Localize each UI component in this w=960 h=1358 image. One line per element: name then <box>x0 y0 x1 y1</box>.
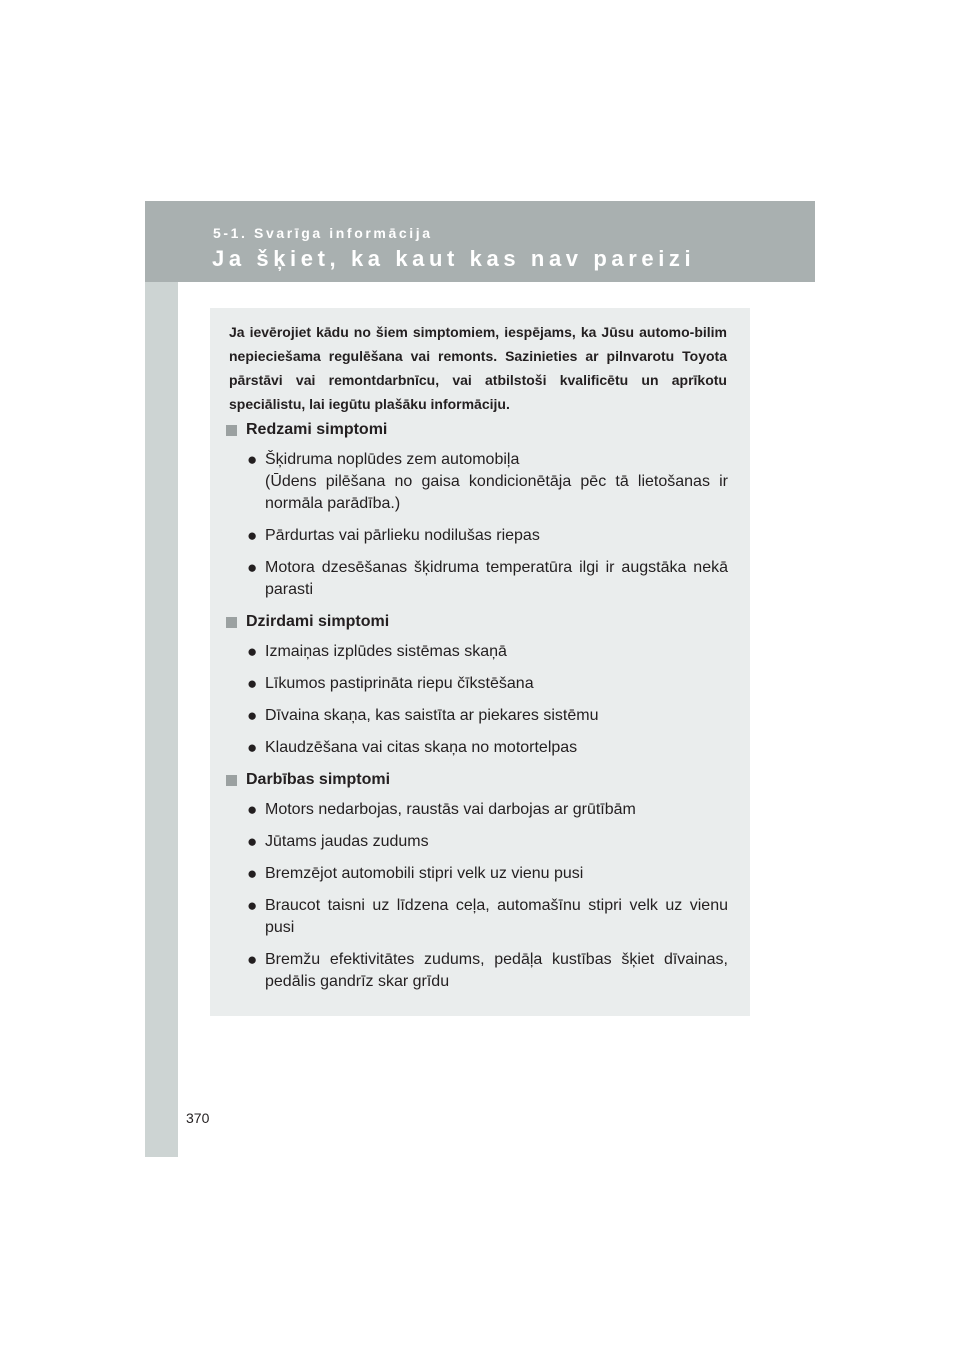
list-item <box>247 641 728 663</box>
group-heading <box>226 769 728 791</box>
square-bullet-icon <box>226 617 237 628</box>
list-item <box>247 705 728 727</box>
list-item-text: Klaudzēšana vai citas skaņa no motortelpas <box>265 739 578 756</box>
list-item <box>247 673 728 695</box>
group-heading <box>226 611 728 633</box>
bullet-icon: ● <box>247 896 258 915</box>
bullet-icon: ● <box>247 674 258 693</box>
list-item <box>247 949 728 993</box>
bullet-icon: ● <box>247 832 258 851</box>
group-heading-text: Redzami simptomi <box>246 421 388 438</box>
symptom-group-visible <box>226 419 728 601</box>
square-bullet-icon <box>226 425 237 436</box>
symptom-group-operational <box>226 769 728 993</box>
sidebar-strip <box>145 282 178 1157</box>
list-item-text: Braucot taisni uz līdzena ceļa, automašīnu stipri velk uz vienu pusi <box>265 897 728 936</box>
list-item <box>247 525 728 547</box>
bullet-icon: ● <box>247 800 258 819</box>
list-item <box>247 895 728 939</box>
chapter-header <box>145 201 815 282</box>
intro-text: Ja ievērojiet kādu no šiem simptomiem, iespējams, ka Jūsu automo-bilim nepieciešama regulēšana vai remonts. Sazinieties ar pilnvarotu Toyota pārstāvi vai remontdarbnīcu, vai atbilstoši kvalificētu un aprīkotu speciālistu, lai iegūtu plašāku informāciju. <box>229 324 727 412</box>
section-label: 5-1. Svarīga informācija <box>213 225 433 241</box>
list-item-text: Pārdurtas vai pārlieku nodilušas riepas <box>265 527 540 544</box>
list-item-text: Izmaiņas izplūdes sistēmas skaņā <box>265 643 507 660</box>
bullet-icon: ● <box>247 706 258 725</box>
group-heading-text: Dzirdami simptomi <box>246 613 390 630</box>
info-panel <box>210 308 750 1016</box>
bullet-icon: ● <box>247 950 258 969</box>
list-item-text: Līkumos pastiprināta riepu čīkstēšana <box>265 675 534 692</box>
page-number: 370 <box>186 1110 210 1126</box>
list-item-text: Motors nedarbojas, raustās vai darbojas ar grūtībām <box>265 801 636 818</box>
group-heading <box>226 419 728 441</box>
list-item <box>247 831 728 853</box>
bullet-icon: ● <box>247 738 258 757</box>
group-heading-text: Darbības simptomi <box>246 771 391 788</box>
list-item-text: Bremzējot automobili stipri velk uz vienu pusi <box>265 865 584 882</box>
bullet-icon: ● <box>247 450 258 469</box>
list-item-text: Dīvaina skaņa, kas saistīta ar piekares sistēmu <box>265 707 599 724</box>
list-item <box>247 799 728 821</box>
list-item <box>247 557 728 601</box>
page-title: Ja šķiet, ka kaut kas nav pareizi <box>212 246 696 271</box>
bullet-icon: ● <box>247 642 258 661</box>
list-item-text: Motora dzesēšanas šķidruma temperatūra ilgi ir augstāka nekā parasti <box>265 559 728 598</box>
list-item-text: Šķidruma noplūdes zem automobiļa <box>265 451 520 468</box>
square-bullet-icon <box>226 775 237 786</box>
bullet-icon: ● <box>247 864 258 883</box>
list-item <box>247 863 728 885</box>
bullet-icon: ● <box>247 558 258 577</box>
symptom-group-audible <box>226 611 728 759</box>
symptom-groups <box>226 419 728 1003</box>
list-item-text: Jūtams jaudas zudums <box>265 833 429 850</box>
list-item <box>247 449 728 515</box>
bullet-icon: ● <box>247 526 258 545</box>
list-item <box>247 737 728 759</box>
list-item-note: (Ūdens pilēšana no gaisa kondicionētāja pēc tā lietošanas ir normāla parādība.) <box>265 473 728 512</box>
list-item-text: Bremžu efektivitātes zudums, pedāļa kustības šķiet dīvainas, pedālis gandrīz skar grīdu <box>265 951 728 990</box>
